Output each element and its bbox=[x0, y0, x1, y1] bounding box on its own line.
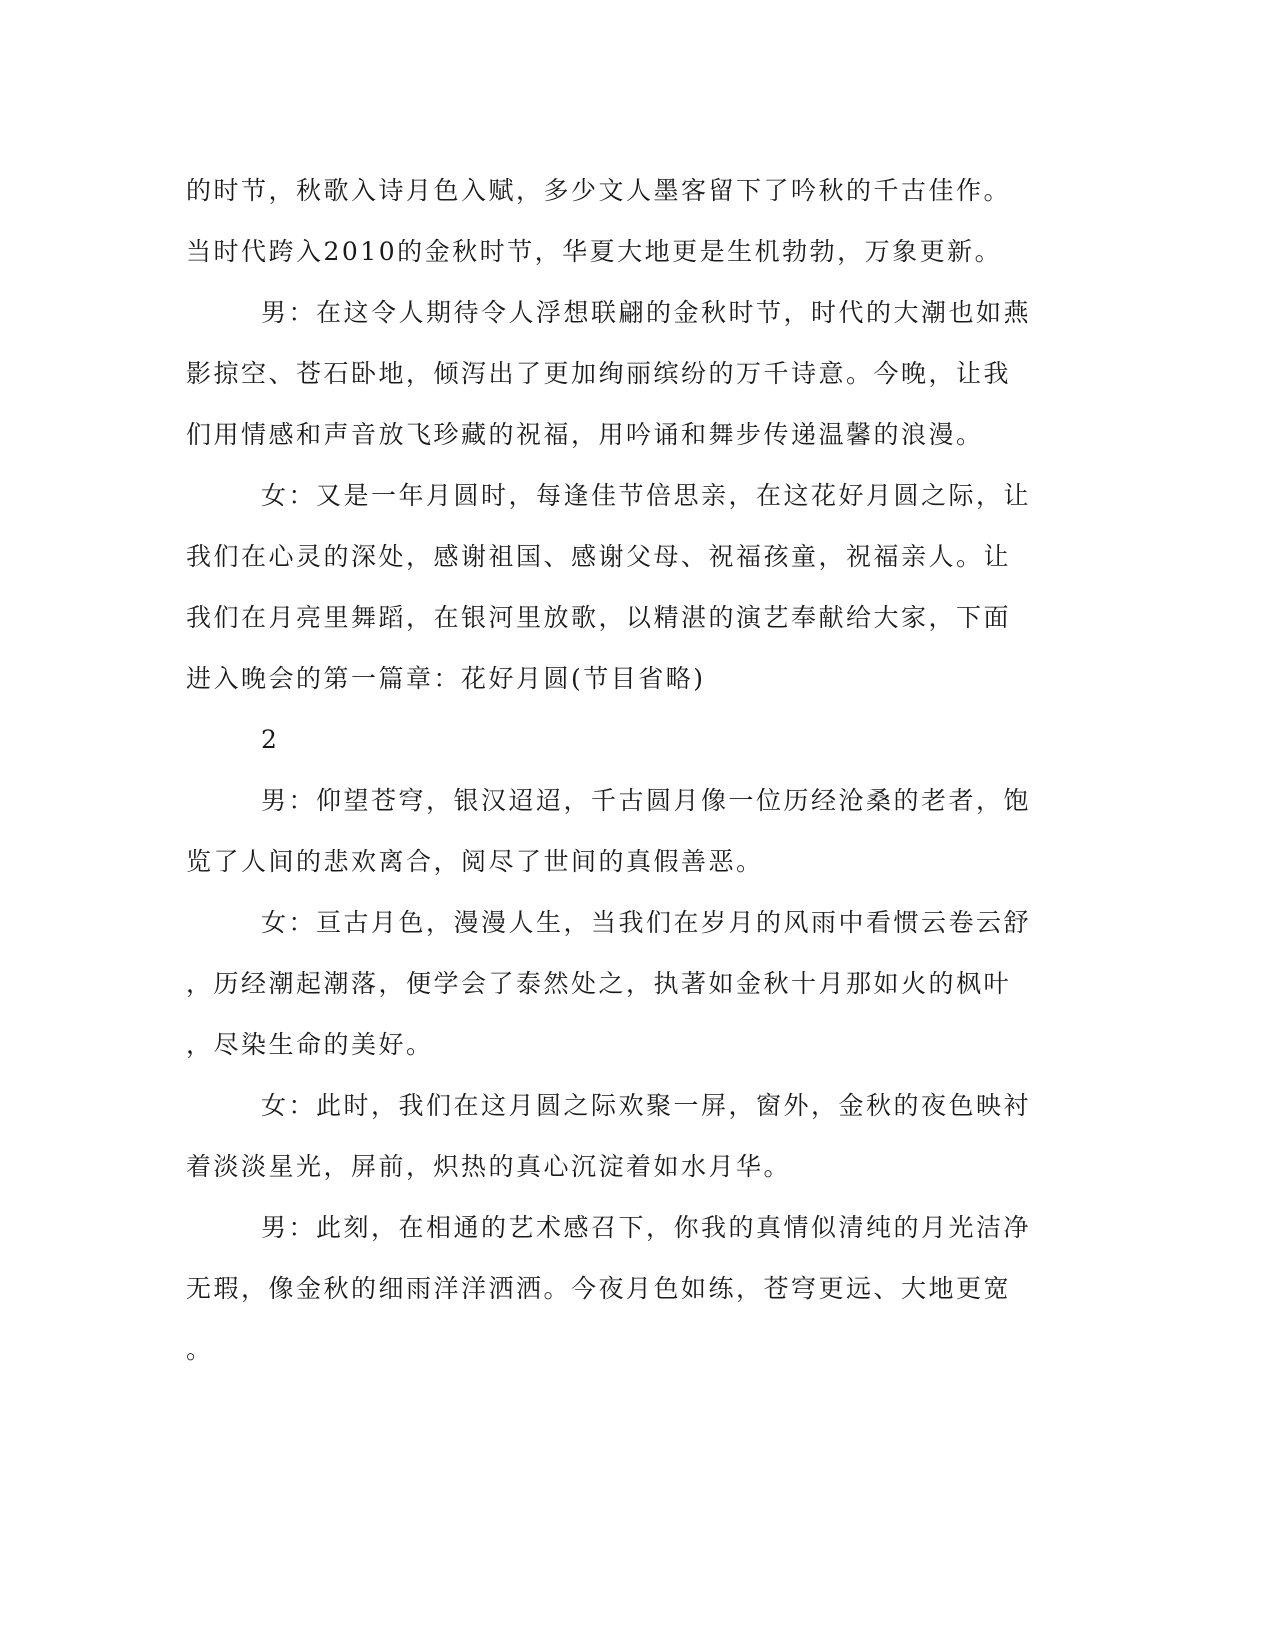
text-line-18: 男：此刻，在相通的艺术感召下，你我的真情似清纯的月光洁净 bbox=[261, 1213, 1032, 1242]
text-line-3: 男：在这令人期待令人浮想联翩的金秋时节，时代的大潮也如燕 bbox=[261, 298, 1032, 327]
text-line-20: 。 bbox=[186, 1335, 214, 1364]
text-line-1: 的时节，秋歌入诗月色入赋，多少文人墨客留下了吟秋的千古佳作。 bbox=[186, 176, 1012, 205]
section-number: 2 bbox=[261, 725, 280, 754]
text-line-16: 女：此时，我们在这月圆之际欢聚一屏，窗外，金秋的夜色映衬 bbox=[261, 1091, 1032, 1120]
text-line-4: 影掠空、苍石卧地，倾泻出了更加绚丽缤纷的万千诗意。今晚，让我 bbox=[186, 359, 1012, 388]
text-line-19: 无瑕，像金秋的细雨洋洋洒洒。今夜月色如练，苍穹更远、大地更宽 bbox=[186, 1274, 1012, 1303]
text-line-5: 们用情感和声音放飞珍藏的祝福，用吟诵和舞步传递温馨的浪漫。 bbox=[186, 420, 984, 449]
text-line-12: 览了人间的悲欢离合，阅尽了世间的真假善恶。 bbox=[186, 847, 764, 876]
text-line-2: 当时代跨入2010的金秋时节，华夏大地更是生机勃勃，万象更新。 bbox=[186, 237, 1003, 266]
text-line-17: 着淡淡星光，屏前，炽热的真心沉淀着如水月华。 bbox=[186, 1152, 792, 1181]
text-line-15: ，尽染生命的美好。 bbox=[186, 1030, 434, 1059]
text-line-7: 我们在心灵的深处，感谢祖国、感谢父母、祝福孩童，祝福亲人。让 bbox=[186, 542, 1012, 571]
text-line-14: ，历经潮起潮落，便学会了泰然处之，执著如金秋十月那如火的枫叶 bbox=[186, 969, 1012, 998]
text-line-9: 进入晚会的第一篇章：花好月圆(节目省略) bbox=[186, 664, 706, 693]
text-line-8: 我们在月亮里舞蹈，在银河里放歌，以精湛的演艺奉献给大家，下面 bbox=[186, 603, 1012, 632]
text-line-11: 男：仰望苍穹，银汉迢迢，千古圆月像一位历经沧桑的老者，饱 bbox=[261, 786, 1032, 815]
text-line-13: 女：亘古月色，漫漫人生，当我们在岁月的风雨中看惯云卷云舒 bbox=[261, 908, 1032, 937]
text-line-6: 女：又是一年月圆时，每逢佳节倍思亲，在这花好月圆之际，让 bbox=[261, 481, 1032, 510]
document-body bbox=[186, 160, 1086, 1380]
